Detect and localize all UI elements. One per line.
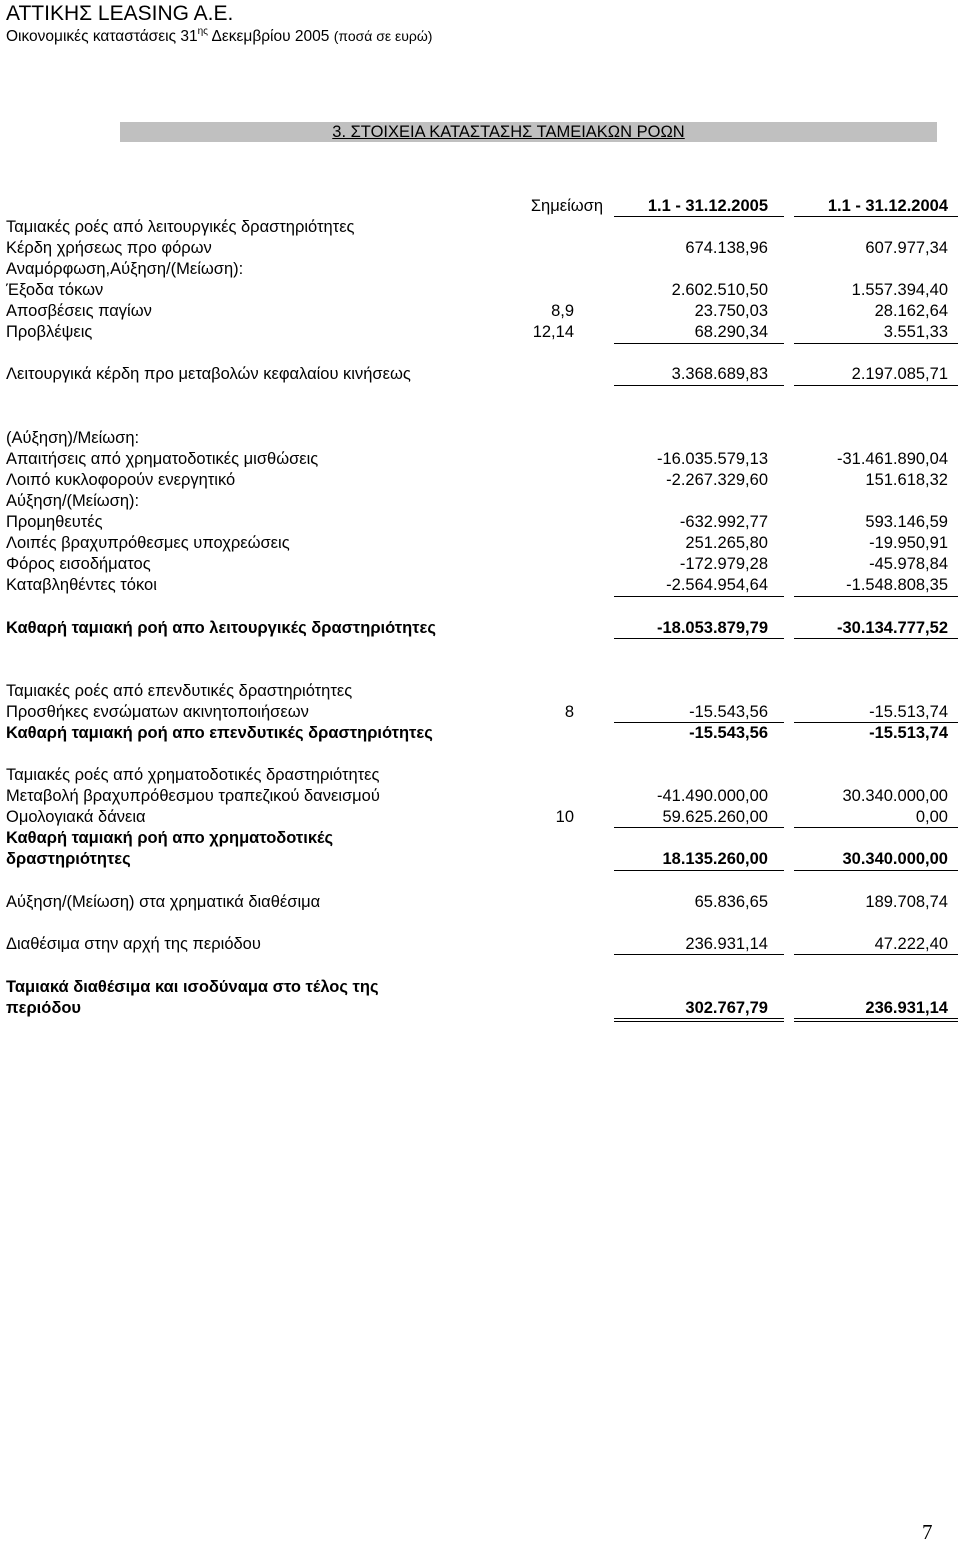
table-row — [0, 702, 960, 722]
value-2004: 30.340.000,00 — [842, 850, 948, 868]
row-label: (Αύξηση)/Μείωση: — [6, 429, 140, 447]
value-2004: 151.618,32 — [865, 471, 948, 489]
subtotal-underline-2005 — [614, 596, 784, 597]
column-2005-header: 1.1 - 31.12.2005 — [647, 197, 768, 215]
row-label: Ταμιακά διαθέσιμα και ισοδύναμα στο τέλος της — [6, 978, 379, 996]
row-label: Αύξηση/(Μείωση) στα χρηματικά διαθέσιμα — [6, 893, 321, 911]
value-2004: -15.513,74 — [869, 703, 948, 721]
value-2005: 302.767,79 — [685, 999, 768, 1017]
value-2004: 28.162,64 — [874, 302, 948, 320]
row-label: Ταμιακές ροές από επενδυτικές δραστηριότητες — [6, 682, 353, 700]
value-2005: 236.931,14 — [685, 935, 768, 953]
total-underline-2005 — [614, 1018, 784, 1019]
column-header-row — [0, 196, 960, 216]
table-row — [0, 217, 960, 237]
row-label: Καθαρή ταμιακή ροή απο λειτουργικές δραστηριότητες — [6, 619, 436, 637]
table-row — [0, 533, 960, 553]
row-label: Αποσβέσεις παγίων — [6, 302, 152, 320]
value-2005: 674.138,96 — [685, 239, 768, 257]
subtotal-underline-2005 — [614, 343, 784, 344]
row-label: Αναμόρφωση,Αύξηση/(Μείωση): — [6, 260, 244, 278]
subtotal-underline-2005 — [614, 385, 784, 386]
total-row — [0, 723, 960, 743]
value-2005: -18.053.879,79 — [656, 619, 768, 637]
table-row — [0, 301, 960, 321]
subtitle-ordinal: ης — [197, 26, 209, 37]
table-row — [0, 765, 960, 785]
column-2004-header: 1.1 - 31.12.2004 — [827, 197, 948, 215]
total-underline-2004 — [794, 870, 958, 871]
value-2005: -632.992,77 — [679, 513, 768, 531]
page-number: 7 — [922, 1520, 933, 1544]
row-label: Λοιπές βραχυπρόθεσμες υποχρεώσεις — [6, 534, 290, 552]
value-2005: -15.543,56 — [689, 703, 768, 721]
row-note: 8,9 — [551, 302, 574, 320]
value-2004: -45.978,84 — [869, 555, 948, 573]
table-row — [0, 364, 960, 384]
column-note-header: Σημείωση — [530, 197, 603, 215]
section-title: 3. ΣΤΟΙΧΕΙΑ ΚΑΤΑΣΤΑΣΗΣ ΤΑΜΕΙΑΚΩΝ ΡΟΩΝ — [332, 123, 685, 141]
total-row — [0, 849, 960, 869]
row-label: δραστηριότητες — [6, 850, 131, 868]
value-2004: -19.950,91 — [869, 534, 948, 552]
value-2004: -1.548.808,35 — [846, 576, 948, 594]
table-row — [0, 449, 960, 469]
row-label: Προμηθευτές — [6, 513, 103, 531]
value-2005: -172.979,28 — [679, 555, 768, 573]
table-row — [0, 238, 960, 258]
document-subtitle — [6, 26, 432, 46]
value-2004: 189.708,74 — [865, 893, 948, 911]
row-label: Καθαρή ταμιακή ροή απο χρηματοδοτικές — [6, 829, 334, 847]
row-label: Ταμιακές ροές από λειτουργικές δραστηριότητες — [6, 218, 355, 236]
company-name: ΑΤΤΙΚΗΣ LEASING A.E. — [6, 2, 234, 25]
value-2004: 1.557.394,40 — [851, 281, 948, 299]
total-underline-2004 — [794, 1018, 958, 1019]
table-row — [0, 786, 960, 806]
row-label: Κέρδη χρήσεως προ φόρων — [6, 239, 212, 257]
total-underline-2004 — [794, 638, 958, 639]
row-note: 10 — [555, 808, 574, 826]
row-label: Ομολογιακά δάνεια — [6, 808, 146, 826]
row-note: 12,14 — [532, 323, 574, 341]
value-2005: -2.564.954,64 — [666, 576, 768, 594]
value-2005: 2.602.510,50 — [671, 281, 768, 299]
total-underline-2005 — [614, 638, 784, 639]
row-label: Διαθέσιμα στην αρχή της περιόδου — [6, 935, 261, 953]
subtitle-text: Οικονομικές καταστάσεις 31 — [6, 28, 198, 45]
row-note: 8 — [564, 703, 574, 721]
table-row — [0, 428, 960, 448]
row-label: Προσθήκες ενσώματων ακινητοποιήσεων — [6, 703, 309, 721]
table-row — [0, 280, 960, 300]
value-2005: 59.625.260,00 — [662, 808, 768, 826]
value-2005: -15.543,56 — [689, 724, 768, 742]
value-2004: 30.340.000,00 — [842, 787, 948, 805]
table-row — [0, 491, 960, 511]
row-label: Καταβληθέντες τόκοι — [6, 576, 157, 594]
row-label: Λοιπό κυκλοφορούν ενεργητικό — [6, 471, 236, 489]
table-row — [0, 934, 960, 954]
total-double-underline-2005 — [614, 1021, 784, 1022]
subtotal-underline-2005 — [614, 954, 784, 955]
row-label: Μεταβολή βραχυπρόθεσμου τραπεζικού δανεισμού — [6, 787, 380, 805]
row-label: Φόρος εισοδήματος — [6, 555, 151, 573]
table-row — [0, 470, 960, 490]
row-label: Απαιτήσεις από χρηματοδοτικές μισθώσεις — [6, 450, 319, 468]
value-2004: -31.461.890,04 — [836, 450, 948, 468]
subtotal-underline-2004 — [794, 385, 958, 386]
value-2004: -15.513,74 — [869, 724, 948, 742]
subtotal-underline-2004 — [794, 596, 958, 597]
value-2004: 593.146,59 — [865, 513, 948, 531]
value-2004: 47.222,40 — [874, 935, 948, 953]
value-2004: -30.134.777,52 — [836, 619, 948, 637]
table-row — [0, 807, 960, 827]
value-2005: 23.750,03 — [694, 302, 768, 320]
subtotal-underline-2004 — [794, 343, 958, 344]
table-row — [0, 575, 960, 595]
value-2005: 18.135.260,00 — [662, 850, 768, 868]
table-row — [0, 259, 960, 279]
value-2004: 0,00 — [915, 808, 948, 826]
value-2004: 236.931,14 — [865, 999, 948, 1017]
row-label: Έξοδα τόκων — [6, 281, 104, 299]
subtitle-currency: (ποσά σε ευρώ) — [333, 28, 433, 44]
value-2005: -41.490.000,00 — [656, 787, 768, 805]
total-underline-2005 — [614, 870, 784, 871]
subtitle-date: Δεκεμβρίου 2005 — [208, 28, 334, 45]
total-row — [0, 828, 960, 848]
value-2004: 3.551,33 — [883, 323, 948, 341]
total-row — [0, 977, 960, 997]
value-2005: 3.368.689,83 — [671, 365, 768, 383]
row-label: Λειτουργικά κέρδη προ μεταβολών κεφαλαίου κινήσεως — [6, 365, 411, 383]
total-row — [0, 618, 960, 638]
row-label: Ταμιακές ροές από χρηματοδοτικές δραστηριότητες — [6, 766, 380, 784]
value-2004: 607.977,34 — [865, 239, 948, 257]
value-2005: 68.290,34 — [694, 323, 768, 341]
value-2005: -2.267.329,60 — [666, 471, 768, 489]
total-row — [0, 998, 960, 1018]
value-2004: 2.197.085,71 — [851, 365, 948, 383]
row-label: Καθαρή ταμιακή ροή απο επενδυτικές δραστηριότητες — [6, 724, 433, 742]
table-row — [0, 681, 960, 701]
value-2005: 65.836,65 — [694, 893, 768, 911]
value-2005: -16.035.579,13 — [656, 450, 768, 468]
row-label: Προβλέψεις — [6, 323, 93, 341]
section-header-bar — [120, 122, 937, 142]
value-2005: 251.265,80 — [685, 534, 768, 552]
row-label: Αύξηση/(Μείωση): — [6, 492, 140, 510]
table-row — [0, 554, 960, 574]
table-row — [0, 892, 960, 912]
subtotal-underline-2004 — [794, 954, 958, 955]
total-double-underline-2004 — [794, 1021, 958, 1022]
table-row — [0, 512, 960, 532]
row-label: περιόδου — [6, 999, 82, 1017]
table-row — [0, 322, 960, 342]
